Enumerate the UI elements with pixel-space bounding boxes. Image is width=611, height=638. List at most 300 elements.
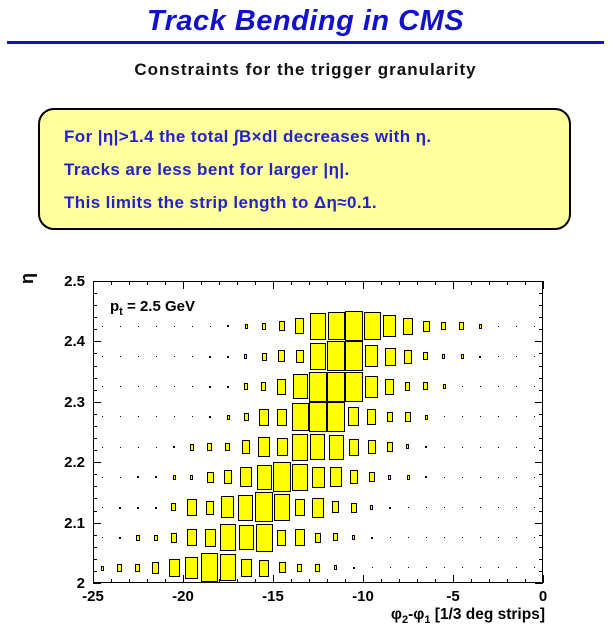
histogram-box <box>423 382 428 390</box>
y-tick-label: 2.5 <box>64 273 85 290</box>
y-minor-tick <box>539 474 543 475</box>
callout-line: Tracks are less bent for larger |η|. <box>64 160 350 179</box>
histogram-dot <box>102 477 103 478</box>
y-minor-tick <box>539 305 543 306</box>
y-minor-tick <box>539 353 543 354</box>
histogram-dot <box>462 567 463 568</box>
histogram-box <box>327 402 345 432</box>
histogram-box <box>315 533 321 543</box>
histogram-box <box>224 470 232 484</box>
histogram-box <box>351 503 357 513</box>
histogram-dot <box>479 356 481 358</box>
x-minor-tick <box>417 281 418 285</box>
histogram-box <box>295 318 304 334</box>
y-minor-tick <box>539 390 543 391</box>
x-tick-label: -5 <box>446 588 460 605</box>
y-minor-tick <box>93 366 97 367</box>
histogram-dot <box>425 476 427 478</box>
x-minor-tick <box>291 579 292 583</box>
x-minor-tick <box>507 579 508 583</box>
histogram-box <box>244 413 249 421</box>
x-minor-tick <box>435 579 436 583</box>
x-minor-tick <box>525 281 526 285</box>
histogram-box <box>101 566 104 571</box>
histogram-dot <box>462 416 463 417</box>
histogram-box <box>278 350 285 362</box>
histogram-box <box>220 554 236 581</box>
x-minor-tick <box>111 579 112 583</box>
pt-annotation <box>110 298 195 318</box>
y-minor-tick <box>539 414 543 415</box>
y-minor-tick <box>539 402 543 403</box>
x-minor-tick <box>237 579 238 583</box>
histogram-box <box>364 312 381 340</box>
histogram-box <box>259 560 269 577</box>
histogram-box <box>330 467 342 487</box>
histogram-dot <box>120 416 121 417</box>
y-minor-tick <box>93 378 97 379</box>
x-minor-tick <box>309 281 310 285</box>
x-minor-tick <box>345 281 346 285</box>
y-minor-tick <box>539 571 543 572</box>
histogram-box <box>227 415 230 420</box>
histogram-dot <box>498 537 499 538</box>
histogram-box <box>152 562 159 574</box>
y-tick-label: 2 <box>76 575 85 592</box>
histogram-dot <box>480 537 481 538</box>
histogram-dot <box>444 477 445 478</box>
histogram-box <box>315 564 320 572</box>
histogram-dot <box>102 537 103 538</box>
y-minor-tick <box>539 281 543 282</box>
histogram-dot <box>534 447 535 448</box>
y-minor-tick <box>93 293 97 294</box>
histogram-dot <box>480 447 481 448</box>
histogram-box <box>312 467 325 488</box>
x-tick-label: -25 <box>82 588 104 605</box>
x-minor-tick <box>489 579 490 583</box>
histogram-dot <box>534 356 535 357</box>
histogram-box <box>221 496 234 518</box>
x-minor-tick <box>507 281 508 285</box>
histogram-dot <box>498 567 499 568</box>
histogram-box <box>295 529 305 546</box>
histogram-box <box>258 437 270 457</box>
histogram-dot <box>156 416 157 417</box>
histogram-dot <box>426 537 427 538</box>
histogram-box <box>171 533 177 543</box>
y-tick-label: 2.3 <box>64 394 85 411</box>
x-minor-tick <box>471 281 472 285</box>
histogram-dot <box>227 356 229 358</box>
histogram-box <box>442 354 445 359</box>
y-minor-tick <box>539 523 543 524</box>
histogram-box <box>296 350 304 363</box>
histogram-box <box>279 562 286 573</box>
histogram-box <box>312 498 324 518</box>
y-minor-tick <box>539 378 543 379</box>
x-minor-tick <box>129 579 130 583</box>
y-minor-tick <box>93 450 97 451</box>
histogram-dot <box>516 356 517 357</box>
histogram-box <box>273 462 291 492</box>
histogram-dot <box>534 477 535 478</box>
y-minor-tick <box>93 305 97 306</box>
y-minor-tick <box>93 353 97 354</box>
histogram-dot <box>155 507 157 509</box>
histogram-dot <box>371 537 373 539</box>
histogram-dot <box>137 476 139 478</box>
y-axis-label: η <box>17 273 37 284</box>
histogram-dot <box>534 416 535 417</box>
histogram-box <box>385 379 394 395</box>
histogram-dot <box>102 507 103 508</box>
histogram-box <box>406 444 409 449</box>
histogram-box <box>459 322 464 330</box>
histogram-dot <box>534 567 535 568</box>
histogram-dot <box>102 416 103 417</box>
histogram-box <box>385 348 396 366</box>
label-text: [1/3 deg strips] <box>430 606 545 623</box>
histogram-dot <box>462 537 463 538</box>
histogram-dot <box>138 447 139 448</box>
histogram-box <box>387 412 393 422</box>
x-minor-tick <box>165 281 166 285</box>
histogram-dot <box>498 477 499 478</box>
histogram-dot <box>174 416 175 417</box>
x-minor-tick <box>291 281 292 285</box>
y-minor-tick <box>539 462 543 463</box>
histogram-dot <box>480 386 481 387</box>
x-tick-label: -15 <box>262 588 284 605</box>
histogram-dot <box>102 356 103 357</box>
label-subscript: 1 <box>424 614 431 626</box>
histogram-box <box>190 444 194 451</box>
histogram-box <box>259 409 269 426</box>
y-minor-tick <box>93 474 97 475</box>
histogram-dot <box>353 567 355 569</box>
histogram-box <box>345 341 363 371</box>
y-minor-tick <box>539 341 543 342</box>
histogram-box <box>135 564 140 572</box>
histogram-box <box>277 379 286 395</box>
title-underline <box>7 41 604 44</box>
y-minor-tick <box>93 462 97 463</box>
label-text: φ <box>390 606 402 623</box>
histogram-dot <box>498 416 499 417</box>
x-minor-tick <box>111 281 112 285</box>
histogram-dot <box>156 356 157 357</box>
histogram-dot <box>192 416 193 417</box>
histogram-dot <box>462 477 463 478</box>
histogram-dot <box>156 386 157 387</box>
histogram-box <box>365 345 378 367</box>
page-title: Track Bending in CMS <box>146 5 465 37</box>
callout-line: This limits the strip length to Δη≈0.1. <box>64 193 377 212</box>
y-minor-tick <box>93 535 97 536</box>
histogram-dot <box>119 537 121 539</box>
histogram-box <box>187 529 197 546</box>
histogram-box <box>169 559 180 577</box>
histogram-dot <box>480 477 481 478</box>
x-minor-tick <box>129 281 130 285</box>
x-minor-tick <box>471 579 472 583</box>
histogram-box <box>423 321 430 332</box>
y-minor-tick <box>93 511 97 512</box>
histogram-dot <box>516 537 517 538</box>
histogram-box <box>425 415 428 420</box>
histogram-box <box>423 352 428 360</box>
histogram-box <box>220 524 236 551</box>
x-minor-tick <box>363 579 364 583</box>
histogram-box <box>207 472 214 483</box>
histogram-box <box>333 533 338 541</box>
histogram-box <box>350 470 358 484</box>
histogram-dot <box>156 447 157 448</box>
histogram-box <box>443 384 446 389</box>
histogram-dot <box>498 386 499 387</box>
histogram-box <box>295 499 305 516</box>
histogram-box <box>173 475 176 480</box>
histogram-box <box>136 535 140 541</box>
histogram-box <box>441 322 446 330</box>
histogram-box <box>367 409 376 425</box>
histogram-dot <box>209 416 211 418</box>
histogram-box <box>292 464 308 491</box>
histogram-box <box>241 559 252 577</box>
y-tick-label: 2.4 <box>64 333 85 350</box>
x-minor-tick <box>489 281 490 285</box>
y-minor-tick <box>539 329 543 330</box>
histogram-dot <box>156 326 157 327</box>
histogram-box <box>404 350 412 364</box>
histogram-box <box>310 343 326 370</box>
histogram-dot <box>138 416 139 417</box>
x-minor-tick <box>273 281 274 285</box>
x-minor-tick <box>327 579 328 583</box>
x-minor-tick <box>543 579 544 583</box>
histogram-dot <box>426 567 427 568</box>
histogram-box <box>405 382 410 391</box>
histogram-dot <box>426 507 427 508</box>
histogram-dot <box>534 386 535 387</box>
histogram-dot <box>137 507 139 509</box>
histogram-box <box>405 412 411 422</box>
x-minor-tick <box>381 579 382 583</box>
x-minor-tick <box>381 281 382 285</box>
y-minor-tick <box>539 535 543 536</box>
histogram-box <box>207 443 212 451</box>
histogram-box <box>297 564 302 572</box>
histogram-dot <box>390 567 391 568</box>
histogram-dot <box>209 386 211 388</box>
histogram-dot <box>444 537 445 538</box>
histogram-dot <box>138 356 139 357</box>
callout-box <box>38 108 571 230</box>
histogram-dot <box>534 326 535 327</box>
histogram-dot <box>516 416 517 417</box>
label-text: -φ <box>408 606 425 623</box>
y-minor-tick <box>93 281 97 282</box>
histogram-dot <box>444 567 445 568</box>
histogram-box <box>348 407 359 426</box>
x-minor-tick <box>309 579 310 583</box>
histogram-box <box>461 354 464 359</box>
subtitle: Constraints for the trigger granularity <box>134 60 477 79</box>
x-minor-tick <box>399 281 400 285</box>
y-minor-tick <box>93 402 97 403</box>
y-minor-tick <box>539 293 543 294</box>
histogram-dot <box>408 567 409 568</box>
histogram-box <box>277 530 286 546</box>
histogram-dot <box>408 537 409 538</box>
y-minor-tick <box>539 498 543 499</box>
histogram-box <box>171 503 176 511</box>
histogram-box <box>117 564 122 572</box>
histogram-box <box>345 372 363 402</box>
histogram-dot <box>372 567 373 568</box>
x-minor-tick <box>183 579 184 583</box>
histogram-dot <box>498 447 499 448</box>
histogram-dot <box>480 567 481 568</box>
histogram-dot <box>120 386 121 387</box>
histogram-dot <box>462 507 463 508</box>
x-minor-tick <box>543 281 544 285</box>
histogram-dot <box>462 386 463 387</box>
x-minor-tick <box>147 281 148 285</box>
y-minor-tick <box>93 559 97 560</box>
histogram-dot <box>498 356 499 357</box>
x-minor-tick <box>165 579 166 583</box>
histogram-dot <box>119 507 121 509</box>
histogram-dot <box>408 507 409 508</box>
histogram-dot <box>389 507 391 509</box>
histogram-dot <box>444 447 445 448</box>
histogram-box <box>383 315 396 337</box>
x-minor-tick <box>453 579 454 583</box>
histogram-dot <box>516 507 517 508</box>
histogram-dot <box>425 446 427 448</box>
histogram-box <box>329 435 344 460</box>
histogram-box <box>328 312 345 340</box>
y-minor-tick <box>539 559 543 560</box>
y-minor-tick <box>539 426 543 427</box>
histogram-dot <box>498 326 499 327</box>
histogram-box <box>225 443 230 451</box>
x-minor-tick <box>147 579 148 583</box>
histogram-box <box>332 501 339 513</box>
y-minor-tick <box>539 366 543 367</box>
x-minor-tick <box>453 281 454 285</box>
histogram-dot <box>174 356 175 357</box>
y-minor-tick <box>93 486 97 487</box>
histogram-dot <box>102 326 103 327</box>
histogram-box <box>240 467 252 487</box>
x-minor-tick <box>525 579 526 583</box>
y-minor-tick <box>93 390 97 391</box>
x-tick-label: -20 <box>172 588 194 605</box>
x-minor-tick <box>327 281 328 285</box>
histogram-box <box>201 553 218 582</box>
histogram-dot <box>102 386 103 387</box>
histogram-box <box>206 501 214 515</box>
y-minor-tick <box>539 450 543 451</box>
y-minor-tick <box>93 547 97 548</box>
x-minor-tick <box>363 281 364 285</box>
histogram-dot <box>174 386 175 387</box>
histogram-box <box>292 434 308 461</box>
histogram-dot <box>516 447 517 448</box>
x-tick-label: -10 <box>352 588 374 605</box>
x-tick-label: 0 <box>538 588 548 605</box>
histogram-box <box>244 354 247 359</box>
y-minor-tick <box>539 547 543 548</box>
y-minor-tick <box>93 426 97 427</box>
label-text: p <box>110 298 120 315</box>
y-minor-tick <box>539 511 543 512</box>
histogram-box <box>370 505 373 510</box>
histogram-dot <box>444 507 445 508</box>
x-minor-tick <box>345 579 346 583</box>
histogram-dot <box>516 567 517 568</box>
y-minor-tick <box>539 583 543 584</box>
histogram-box <box>277 438 288 456</box>
histogram-dot <box>210 326 211 327</box>
histogram-box <box>238 495 253 521</box>
histogram-box <box>345 311 363 341</box>
x-minor-tick <box>183 281 184 285</box>
histogram-dot <box>192 386 193 387</box>
label-subscript: t <box>119 306 123 318</box>
histogram-dot <box>120 356 121 357</box>
x-minor-tick <box>237 281 238 285</box>
x-minor-tick <box>255 281 256 285</box>
histogram-box <box>244 383 248 390</box>
y-minor-tick <box>93 523 97 524</box>
histogram-box <box>479 324 482 329</box>
histogram-dot <box>155 476 157 478</box>
histogram-box <box>309 372 327 402</box>
x-minor-tick <box>219 281 220 285</box>
histogram-box <box>369 472 375 482</box>
histogram-box <box>403 318 413 335</box>
histogram-dot <box>192 326 193 327</box>
y-minor-tick <box>93 414 97 415</box>
histogram-dot <box>192 356 193 357</box>
x-minor-tick <box>435 281 436 285</box>
histogram-dot <box>516 326 517 327</box>
histogram-box <box>274 494 290 521</box>
histogram-dot <box>462 447 463 448</box>
y-minor-tick <box>539 486 543 487</box>
histogram-box <box>262 323 266 330</box>
histogram-dot <box>534 537 535 538</box>
histogram-box <box>352 535 355 540</box>
histogram-dot <box>174 326 175 327</box>
histogram-box <box>365 376 378 398</box>
histogram-box <box>277 409 287 426</box>
histogram-dot <box>498 507 499 508</box>
histogram-dot <box>390 537 391 538</box>
histogram-box <box>185 557 198 579</box>
histogram-dot <box>173 446 175 448</box>
y-minor-tick <box>93 571 97 572</box>
histogram-box <box>242 440 250 454</box>
histogram-box <box>387 442 393 452</box>
x-axis-label <box>293 606 545 626</box>
histogram-dot <box>516 386 517 387</box>
histogram-box <box>205 529 216 547</box>
